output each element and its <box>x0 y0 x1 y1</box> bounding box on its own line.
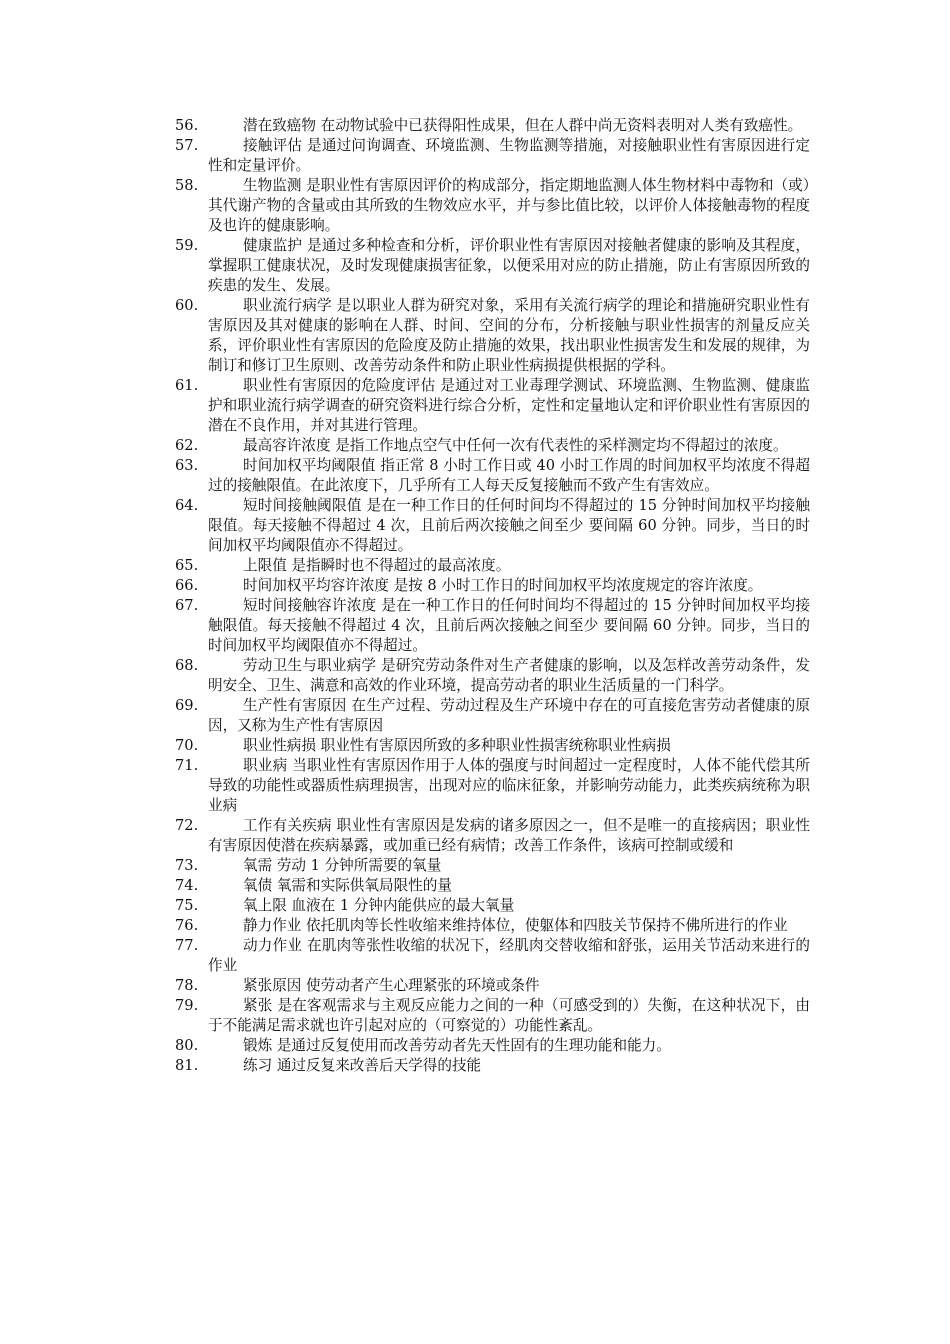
item-number: 67. <box>175 597 199 614</box>
item-text: 氧债 氧需和实际供氧局限性的量 <box>243 877 452 894</box>
item-number: 75. <box>175 897 199 914</box>
definition-list <box>175 116 810 1076</box>
list-item <box>175 816 810 856</box>
list-item <box>175 936 810 976</box>
item-number: 63. <box>175 457 199 474</box>
item-text: 健康监护 是通过多种检查和分析，评价职业性有害原因对接触者健康的影响及其程度，掌握职工健康状况，及时发现健康损害征象，以便采用对应的防止措施，防止有害原因所致的疾患的发生、发展。 <box>208 237 810 294</box>
list-item <box>175 596 810 656</box>
list-item <box>175 1036 810 1056</box>
list-item <box>175 556 810 576</box>
item-number: 62. <box>175 437 199 454</box>
list-item <box>175 376 810 436</box>
item-text: 时间加权平均容许浓度 是按 8 小时工作日的时间加权平均浓度规定的容许浓度。 <box>243 577 763 594</box>
item-number: 61. <box>175 377 199 394</box>
list-item <box>175 136 810 176</box>
item-text: 锻炼 是通过反复使用而改善劳动者先天性固有的生理功能和能力。 <box>243 1037 671 1054</box>
item-text: 劳动卫生与职业病学 是研究劳动条件对生产者健康的影响，以及怎样改善劳动条件，发明安全、卫生、满意和高效的作业环境，提高劳动者的职业生活质量的一门科学。 <box>208 657 810 694</box>
item-text: 生物监测 是职业性有害原因评价的构成部分，指定期地监测人体生物材料中毒物和（或）其代谢产物的含量或由其所致的生物效应水平，并与参比值比较，以评价人体接触毒物的程度及也许的健康影响。 <box>208 177 810 234</box>
item-text: 最高容许浓度 是指工作地点空气中任何一次有代表性的采样测定均不得超过的浓度。 <box>243 437 788 454</box>
item-text: 潜在致癌物 在动物试验中已获得阳性成果，但在人群中尚无资料表明对人类有致癌性。 <box>243 117 803 134</box>
item-text: 上限值 是指瞬时也不得超过的最高浓度。 <box>243 557 511 574</box>
list-item <box>175 876 810 896</box>
list-item <box>175 976 810 996</box>
list-item <box>175 576 810 596</box>
item-number: 69. <box>175 697 199 714</box>
item-number: 76. <box>175 917 199 934</box>
list-item <box>175 436 810 456</box>
item-number: 81. <box>175 1057 199 1074</box>
item-text: 紧张 是在客观需求与主观反应能力之间的一种（可感受到的）失衡，在这种状况下，由于不能满足需求就也许引起对应的（可察觉的）功能性紊乱。 <box>208 997 810 1034</box>
item-number: 60. <box>175 297 199 314</box>
item-text: 氧上限 血液在 1 分钟内能供应的最大氧量 <box>243 897 515 914</box>
list-item <box>175 996 810 1036</box>
list-item <box>175 496 810 556</box>
item-number: 74. <box>175 877 199 894</box>
item-number: 66. <box>175 577 199 594</box>
list-item <box>175 116 810 136</box>
list-item <box>175 1056 810 1076</box>
item-text: 练习 通过反复来改善后天学得的技能 <box>243 1057 482 1074</box>
item-text: 动力作业 在肌肉等张性收缩的状况下，经肌肉交替收缩和舒张，运用关节活动来进行的作业 <box>208 937 810 974</box>
item-text: 时间加权平均阈限值 指正常 8 小时工作日或 40 小时工作周的时间加权平均浓度不得超过的接触限值。在此浓度下，几乎所有工人每天反复接触而不致产生有害效应。 <box>208 457 810 494</box>
item-text: 生产性有害原因 在生产过程、劳动过程及生产环境中存在的可直接危害劳动者健康的原因，又称为生产性有害原因 <box>208 697 810 734</box>
item-number: 57. <box>175 137 199 154</box>
item-number: 73. <box>175 857 199 874</box>
item-text: 氧需 劳动 1 分钟所需要的氧量 <box>243 857 442 874</box>
item-number: 59. <box>175 237 199 254</box>
item-number: 78. <box>175 977 199 994</box>
list-item <box>175 456 810 496</box>
list-item <box>175 736 810 756</box>
item-number: 68. <box>175 657 199 674</box>
list-item <box>175 176 810 236</box>
item-number: 80. <box>175 1037 199 1054</box>
item-text: 短时间接触容许浓度 是在一种工作日的任何时间均不得超过的 15 分钟时间加权平均接触限值。每天接触不得超过 4 次，且前后两次接触之间至少 要间隔 60 分钟。同步，当日的时间加权平均阈限值亦不得超过。 <box>208 597 810 654</box>
list-item <box>175 236 810 296</box>
item-text: 紧张原因 使劳动者产生心理紧张的环境或条件 <box>243 977 540 994</box>
item-text: 职业性病损 职业性有害原因所致的多种职业性损害统称职业性病损 <box>243 737 671 754</box>
item-number: 79. <box>175 997 199 1014</box>
item-number: 56. <box>175 117 199 134</box>
list-item <box>175 656 810 696</box>
item-text: 职业病 当职业性有害原因作用于人体的强度与时间超过一定程度时，人体不能代偿其所导致的功能性或器质性病理损害，出现对应的临床征象，并影响劳动能力，此类疾病统称为职业病 <box>208 757 810 814</box>
list-item <box>175 296 810 376</box>
item-number: 65. <box>175 557 199 574</box>
item-number: 58. <box>175 177 199 194</box>
item-number: 71. <box>175 757 199 774</box>
item-text: 职业性有害原因的危险度评估 是通过对工业毒理学测试、环境监测、生物监测、健康监护和职业流行病学调查的研究资料进行综合分析，定性和定量地认定和评价职业性有害原因的潜在不良作用，并对其进行管理。 <box>208 377 810 434</box>
list-item <box>175 916 810 936</box>
list-item <box>175 696 810 736</box>
item-text: 短时间接触阈限值 是在一种工作日的任何时间均不得超过的 15 分钟时间加权平均接触限值。每天接触不得超过 4 次，且前后两次接触之间至少 要间隔 60 分钟。同步，当日的时间加权平均阈限值亦不得超过。 <box>208 497 810 554</box>
item-text: 工作有关疾病 职业性有害原因是发病的诸多原因之一，但不是唯一的直接病因；职业性有害原因使潜在疾病暴露，或加重已经有病情；改善工作条件，该病可控制或缓和 <box>208 817 810 854</box>
item-number: 77. <box>175 937 199 954</box>
item-text: 静力作业 依托肌肉等长性收缩来维持体位，使躯体和四肢关节保持不佛所进行的作业 <box>243 917 788 934</box>
item-text: 职业流行病学 是以职业人群为研究对象，采用有关流行病学的理论和措施研究职业性有害原因及其对健康的影响在人群、时间、空间的分布，分析接触与职业性损害的剂量反应关系，评价职业性有害原因的危险度及防止措施的效果，找出职业性损害发生和发展的规律，为制订和修订卫生原则、改善劳动条件和防止职业性病损提供根据的学科。 <box>208 297 810 374</box>
list-item <box>175 896 810 916</box>
item-number: 72. <box>175 817 199 834</box>
item-number: 70. <box>175 737 199 754</box>
item-text: 接触评估 是通过问询调查、环境监测、生物监测等措施，对接触职业性有害原因进行定性和定量评价。 <box>208 137 810 174</box>
list-item <box>175 856 810 876</box>
list-item <box>175 756 810 816</box>
item-number: 64. <box>175 497 199 514</box>
